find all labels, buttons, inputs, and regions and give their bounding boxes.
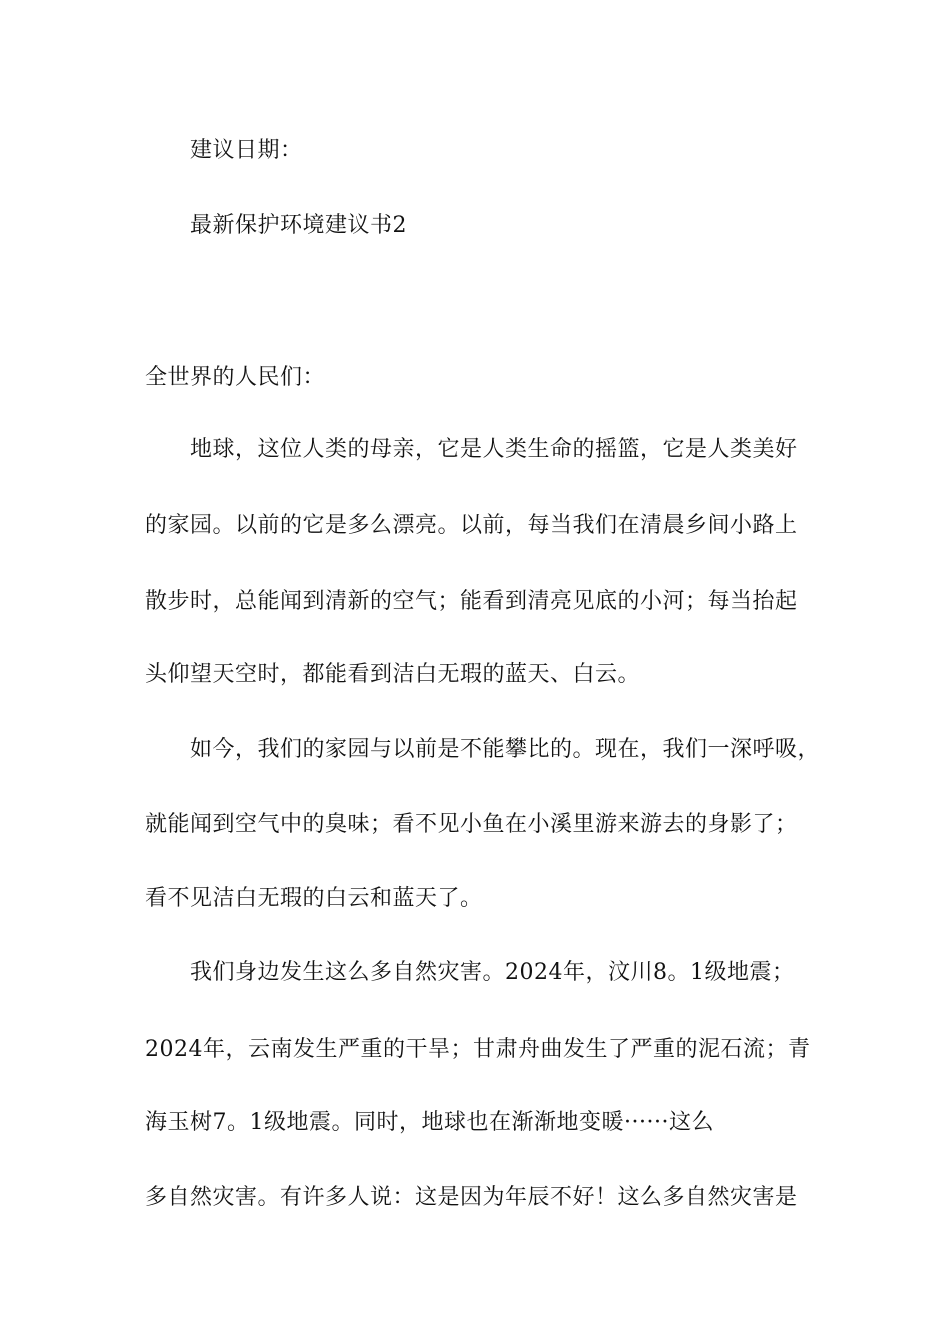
- paragraph-line: 头仰望天空时，都能看到洁白无瑕的蓝天、白云。: [145, 662, 641, 687]
- paragraph-line: 多自然灾害。有许多人说：这是因为年辰不好！这么多自然灾害是: [145, 1185, 798, 1210]
- paragraph-line: 就能闻到空气中的臭味；看不见小鱼在小溪里游来游去的身影了；: [145, 812, 798, 837]
- paragraph-line: 散步时，总能闻到清新的空气；能看到清亮见底的小河；每当抬起: [145, 589, 798, 614]
- paragraph-line: 的家园。以前的它是多么漂亮。以前，每当我们在清晨乡间小路上: [145, 513, 798, 538]
- document-heading: 最新保护环境建议书2: [190, 213, 407, 238]
- paragraph-line: 海玉树7。1级地震。同时，地球也在渐渐地变暖······这么: [145, 1110, 714, 1135]
- paragraph-line: 看不见洁白无瑕的白云和蓝天了。: [145, 886, 483, 911]
- paragraph-line: 2024年，云南发生严重的干旱；甘肃舟曲发生了严重的泥石流；青: [145, 1037, 811, 1062]
- paragraph-line: 地球，这位人类的母亲，它是人类生命的摇篮，它是人类美好: [190, 437, 798, 462]
- date-label: 建议日期：: [190, 138, 303, 163]
- paragraph-line: 如今，我们的家园与以前是不能攀比的。现在，我们一深呼吸，: [190, 737, 821, 762]
- paragraph-line: 我们身边发生这么多自然灾害。2024年，汶川8。1级地震；: [190, 960, 795, 985]
- salutation: 全世界的人民们：: [145, 365, 326, 390]
